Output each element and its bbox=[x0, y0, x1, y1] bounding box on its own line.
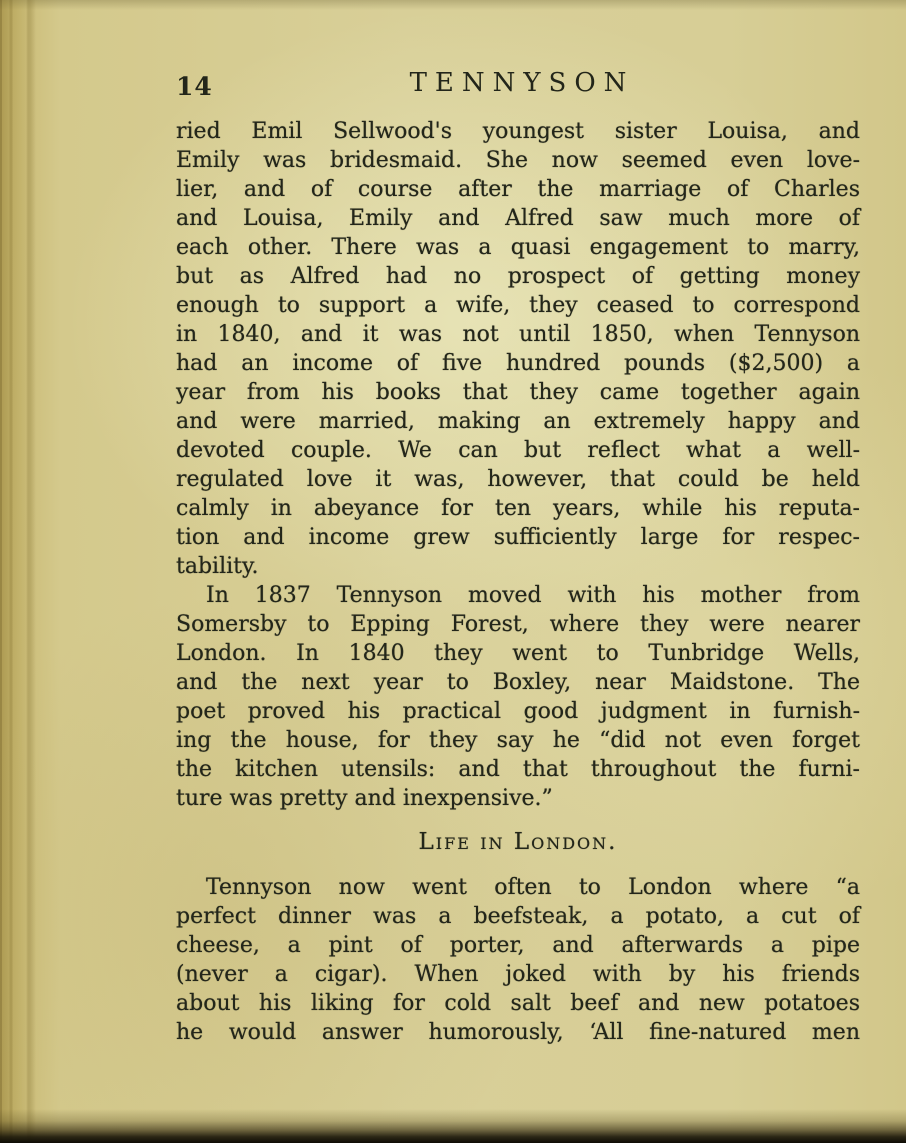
text-line: tability. bbox=[176, 554, 259, 579]
text-line: ture was pretty and inexpensive.” bbox=[176, 786, 553, 811]
text-line: about his liking for cold salt beef and new potatoes bbox=[176, 991, 860, 1016]
text-line: and Louisa, Emily and Alfred saw much more of bbox=[176, 206, 860, 231]
text-line: each other. There was a quasi engagement to marry, bbox=[176, 235, 860, 260]
page-number: 14 bbox=[176, 72, 213, 101]
text-line: poet proved his practical good judgment in furnish- bbox=[176, 699, 860, 724]
text-line: in 1840, and it was not until 1850, when Tennyson bbox=[176, 322, 860, 347]
text-line: perfect dinner was a beefsteak, a potato, a cut of bbox=[176, 904, 860, 929]
text-line: (never a cigar). When joked with by his friends bbox=[176, 962, 860, 987]
page-bottom-edge bbox=[0, 1109, 906, 1143]
text-line: devoted couple. We can but reflect what a well- bbox=[176, 438, 860, 463]
text-line: enough to support a wife, they ceased to correspond bbox=[176, 293, 860, 318]
section-heading: Life in London. bbox=[418, 829, 618, 855]
text-line: Somersby to Epping Forest, where they were nearer bbox=[176, 612, 860, 637]
running-head: TENNYSON bbox=[409, 68, 635, 98]
text-line: and the next year to Boxley, near Maidstone. The bbox=[176, 670, 860, 695]
text-line: ing the house, for they say he “did not even forget bbox=[176, 728, 860, 753]
page-header bbox=[176, 68, 860, 104]
text-line: ried Emil Sellwood's youngest sister Louisa, and bbox=[176, 119, 860, 144]
text-line: lier, and of course after the marriage of Charles bbox=[176, 177, 860, 202]
page-gutter-edge bbox=[0, 0, 36, 1143]
text-line: year from his books that they came together again bbox=[176, 380, 860, 405]
text-line: calmly in abeyance for ten years, while his reputa- bbox=[176, 496, 860, 521]
text-line: but as Alfred had no prospect of getting money bbox=[176, 264, 860, 289]
text-line: Tennyson now went often to London where “a bbox=[206, 875, 860, 900]
text-line: London. In 1840 they went to Tunbridge Wells, bbox=[176, 641, 860, 666]
text-line: Emily was bridesmaid. She now seemed even love- bbox=[176, 148, 860, 173]
paragraph bbox=[176, 581, 860, 813]
paragraph bbox=[176, 873, 860, 1047]
page-top-shadow bbox=[0, 0, 906, 10]
text-line: and were married, making an extremely happy and bbox=[176, 409, 860, 434]
text-line: had an income of five hundred pounds ($2,500) a bbox=[176, 351, 860, 376]
text-line: regulated love it was, however, that could be held bbox=[176, 467, 860, 492]
text-line: In 1837 Tennyson moved with his mother from bbox=[206, 583, 860, 608]
text-line: cheese, a pint of porter, and afterwards a pipe bbox=[176, 933, 860, 958]
paragraph bbox=[176, 117, 860, 581]
text-line: he would answer humorously, ‘All fine-natured men bbox=[176, 1020, 860, 1045]
text-line: the kitchen utensils: and that throughout the furni- bbox=[176, 757, 860, 782]
page-text bbox=[176, 117, 860, 1047]
text-line: tion and income grew sufficiently large for respec- bbox=[176, 525, 860, 550]
